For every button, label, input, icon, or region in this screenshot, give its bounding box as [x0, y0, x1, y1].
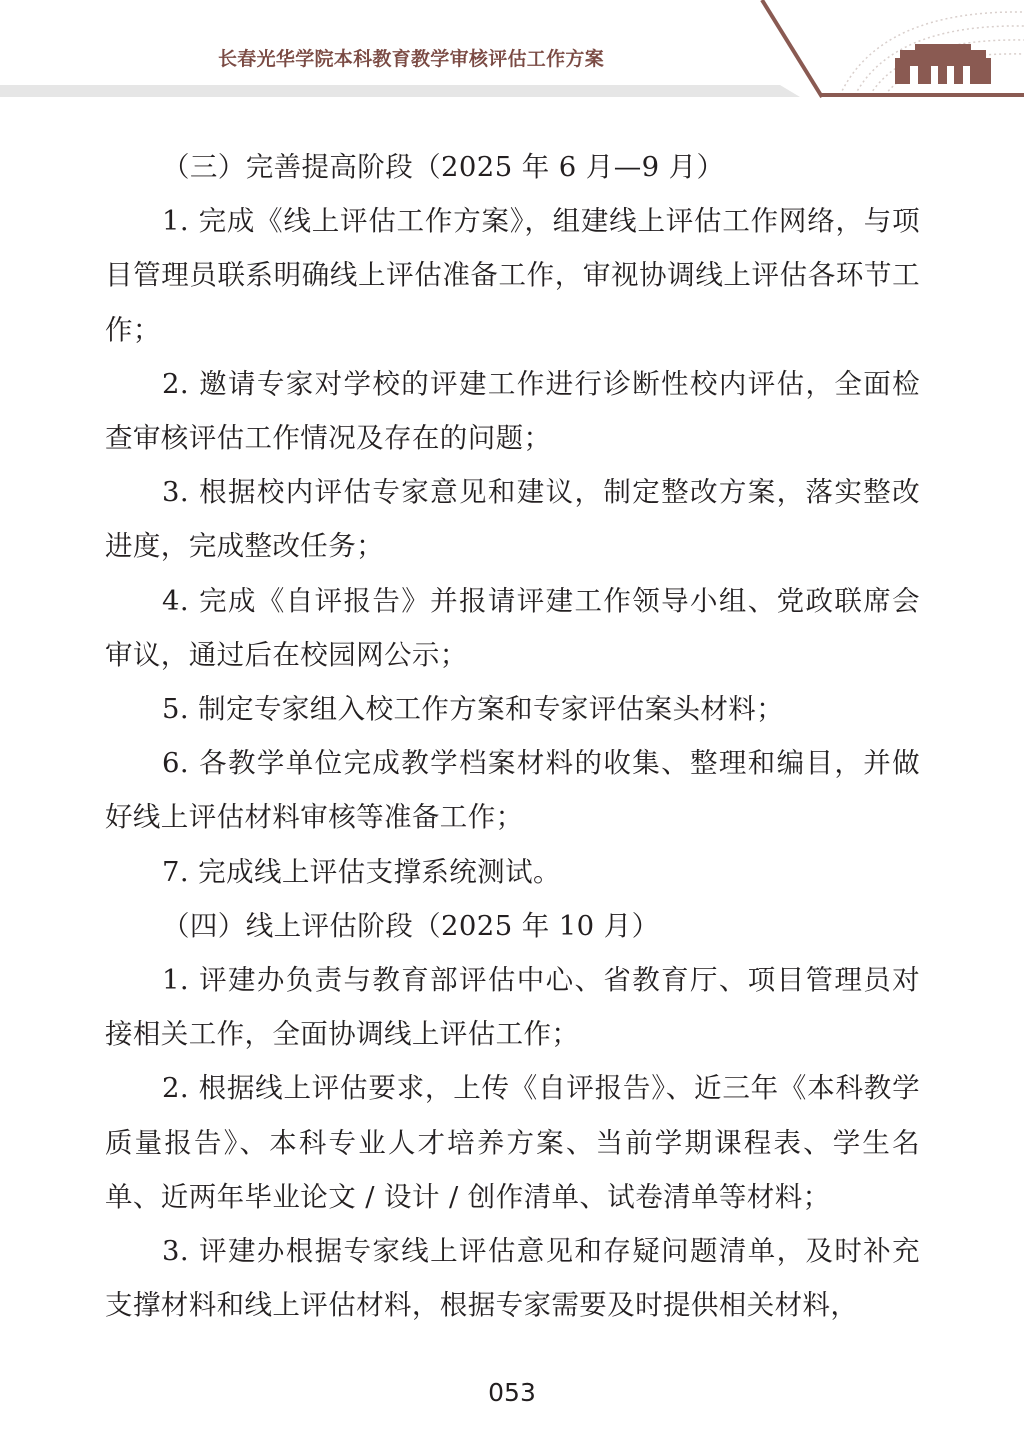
header-band: [0, 85, 800, 97]
list-item: 5. 制定专家组入校工作方案和专家评估案头材料；: [162, 693, 785, 726]
diagonal-accent-line: [762, 0, 822, 97]
list-item: 1. 完成《线上评估工作方案》，组建线上评估工作网络，与项目管理员联系明确线上评估准备工作，审视协调线上评估各环节工作；: [105, 205, 920, 346]
document-title: 长春光华学院本科教育教学审核评估工作方案: [218, 48, 605, 70]
list-item: 3. 评建办根据专家线上评估意见和存疑问题清单，及时补充支撑材料和线上评估材料，根据专家需要及时提供相关材料，: [105, 1235, 920, 1322]
list-item: 4. 完成《自评报告》并报请评建工作领导小组、党政联席会审议，通过后在校园网公示；: [105, 584, 920, 671]
page-number: 053: [488, 1378, 536, 1407]
list-item: 7. 完成线上评估支撑系统测试。: [162, 855, 561, 888]
campus-building-logo: [895, 44, 991, 84]
list-item: 2. 根据线上评估要求，上传《自评报告》、近三年《本科教学质量报告》、本科专业人才培养方案、当前学期课程表、学生名单、近两年毕业论文 / 设计 / 创作清单、试卷清单等材料；: [105, 1072, 920, 1213]
document-body: [105, 140, 920, 1332]
list-item: 3. 根据校内评估专家意见和建议，制定整改方案，落实整改进度，完成整改任务；: [105, 476, 920, 563]
section-heading: （三）完善提高阶段（2025 年 6 月—9 月）: [162, 151, 725, 183]
section-heading: （四）线上评估阶段（2025 年 10 月）: [162, 909, 660, 942]
list-item: 6. 各教学单位完成教学档案材料的收集、整理和编目，并做好线上评估材料审核等准备工作；: [105, 747, 920, 834]
page-header: [0, 0, 1024, 100]
list-item: 2. 邀请专家对学校的评建工作进行诊断性校内评估，全面检查审核评估工作情况及存在的问题；: [105, 367, 920, 455]
list-item: 1. 评建办负责与教育部评估中心、省教育厅、项目管理员对接相关工作，全面协调线上评估工作；: [105, 964, 920, 1051]
